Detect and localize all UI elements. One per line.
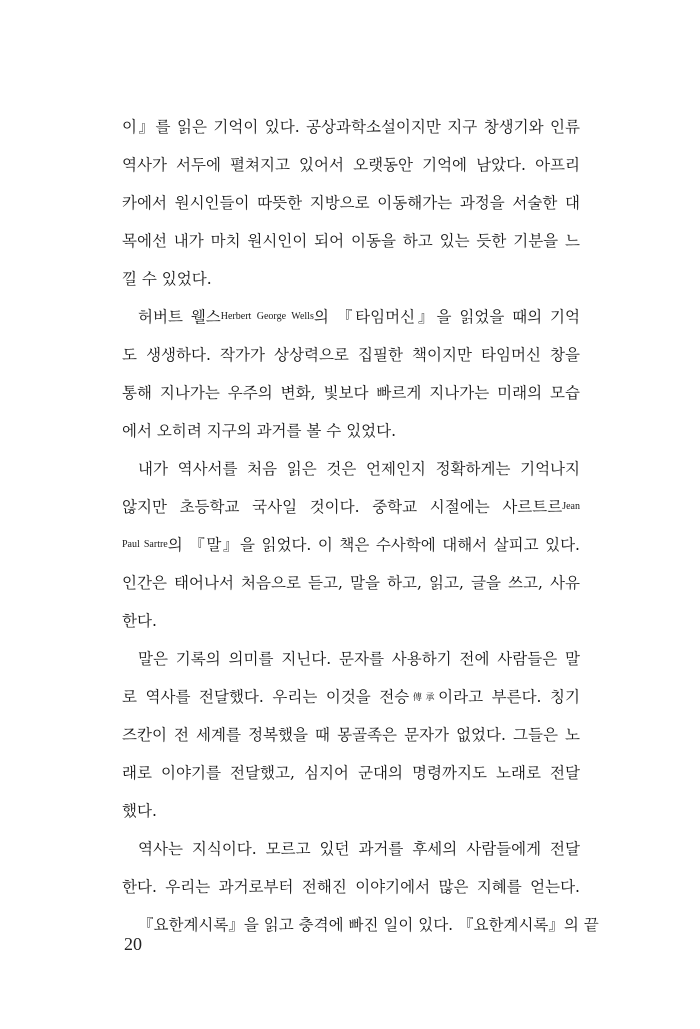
text-line: 낄 수 있었다. (122, 270, 212, 288)
page-number: 20 (124, 934, 142, 954)
body-text (122, 112, 599, 948)
text-line: 내가 역사서를 처음 읽은 것은 언제인지 정확하게는 기억나지 (138, 460, 580, 478)
text-line: 도 생생하다. 작가가 상상력으로 집필한 책이지만 타임머신 창을 (122, 346, 580, 364)
text-line (122, 530, 580, 568)
text-span: 허버트 웰스 (138, 308, 221, 326)
text-line (122, 492, 580, 530)
text-line: 한다. 우리는 과거로부터 전해진 이야기에서 많은 지혜를 얻는다. (122, 878, 580, 896)
text-span: 의 『말』을 읽었다. 이 책은 수사학에 대해서 살피고 있다. (167, 536, 580, 554)
text-line: 카에서 원시인들이 따뜻한 지방으로 이동해가는 과정을 서술한 대 (122, 194, 580, 212)
text-line: 통해 지나가는 우주의 변화, 빛보다 빠르게 지나가는 미래의 모습 (122, 384, 580, 402)
text-span: 않지만 초등학교 국사일 것이다. 중학교 시절에는 사르트르 (122, 498, 563, 516)
text-line: 에서 오히려 지구의 과거를 볼 수 있었다. (122, 422, 397, 440)
foreign-name: Jean (562, 501, 580, 512)
text-line: 『요한계시록』을 읽고 충격에 빠진 일이 있다. 『요한계시록』의 끝 (138, 916, 599, 934)
text-line: 래로 이야기를 전달했고, 심지어 군대의 명령까지도 노래로 전달 (122, 764, 580, 782)
text-line: 이』를 읽은 기억이 있다. 공상과학소설이지만 지구 창생기와 인류 (122, 118, 580, 136)
text-line: 인간은 태어나서 처음으로 듣고, 말을 하고, 읽고, 글을 쓰고, 사유 (122, 574, 580, 592)
text-line: 즈칸이 전 세계를 정복했을 때 몽골족은 문자가 없었다. 그들은 노 (122, 726, 580, 744)
foreign-name: Paul Sartre (122, 539, 168, 550)
text-line: 한다. (122, 612, 157, 630)
text-line (122, 302, 580, 340)
text-line: 역사가 서두에 펼쳐지고 있어서 오랫동안 기억에 남았다. 아프리 (122, 156, 580, 174)
text-line: 역사는 지식이다. 모르고 있던 과거를 후세의 사람들에게 전달 (138, 840, 580, 858)
text-span: 의 『타임머신』을 읽었을 때의 기억 (313, 308, 580, 326)
text-line: 말은 기록의 의미를 지닌다. 문자를 사용하기 전에 사람들은 말 (138, 650, 580, 668)
hanja-annotation: 傳承 (409, 692, 439, 702)
foreign-name: Herbert George Wells (220, 311, 314, 322)
text-line (122, 682, 580, 720)
text-line: 했다. (122, 802, 157, 820)
text-line: 목에선 내가 마치 원시인이 되어 이동을 하고 있는 듯한 기분을 느 (122, 232, 580, 250)
text-span: 로 역사를 전달했다. 우리는 이것을 전승 (122, 688, 410, 706)
text-span: 이라고 부른다. 칭기 (438, 688, 580, 706)
